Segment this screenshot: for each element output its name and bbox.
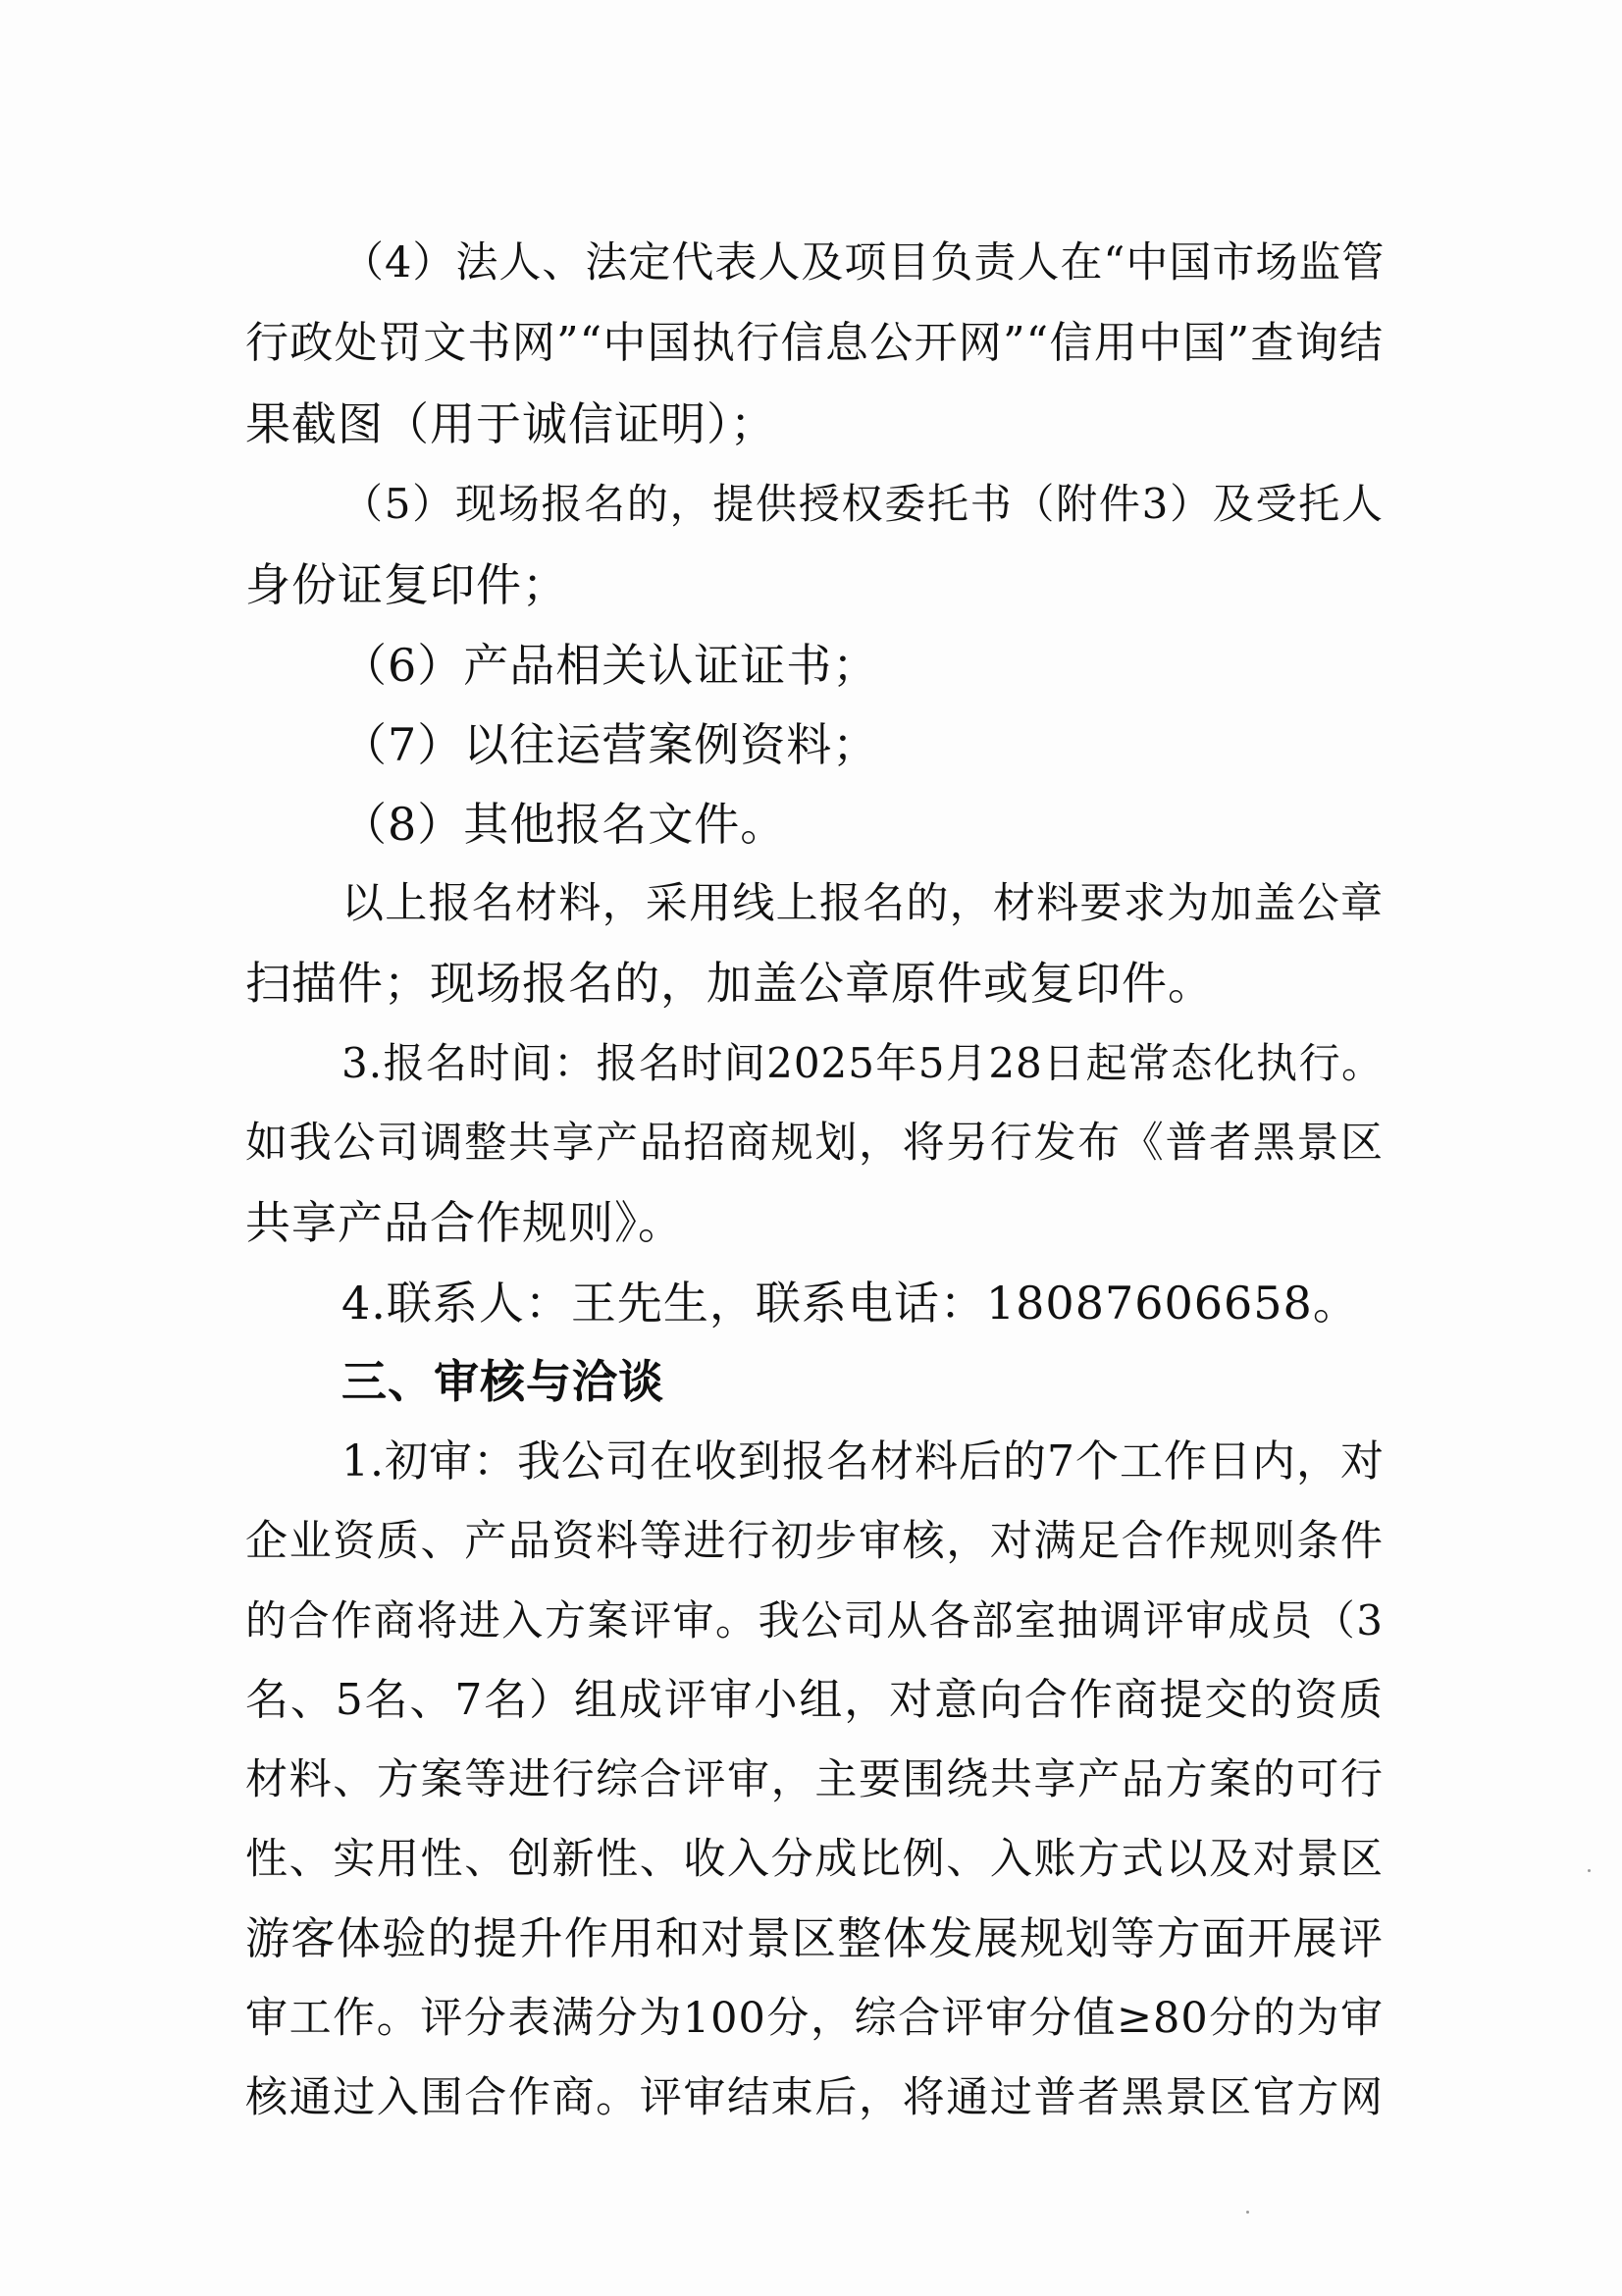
paragraph-line: 行政处罚文书网”“中国执行信息公开网”“信用中国”查询结 bbox=[245, 318, 1384, 368]
paragraph-line: 扫描件；现场报名的，加盖公章原件或复印件。 bbox=[245, 957, 1214, 1010]
paragraph-line: 共享产品合作规则》。 bbox=[245, 1196, 684, 1249]
paragraph-line: 3.报名时间：报名时间2025年5月28日起常态化执行。 bbox=[341, 1039, 1384, 1087]
paragraph-line: （5）现场报名的，提供授权委托书（附件3）及受托人 bbox=[341, 480, 1384, 528]
paragraph-line: 审工作。评分表满分为100分，综合评审分值≥80分的为审 bbox=[245, 1994, 1384, 2043]
paragraph-line: 1.初审：我公司在收到报名材料后的7个工作日内，对 bbox=[341, 1436, 1385, 1487]
paragraph-line: 性、实用性、创新性、收入分成比例、入账方式以及对景区 bbox=[245, 1835, 1384, 1884]
paragraph-line: 果截图（用于诚信证明）； bbox=[245, 397, 776, 450]
paragraph-line: 4.联系人：王先生，联系电话：18087606658。 bbox=[341, 1277, 1359, 1330]
paragraph-line: （7）以往运营案例资料； bbox=[341, 718, 879, 771]
paragraph-line: 如我公司调整共享产品招商规划，将另行发布《普者黑景区 bbox=[245, 1119, 1384, 1168]
paragraph-line: 企业资质、产品资料等进行初步审核，对满足合作规则条件 bbox=[245, 1517, 1384, 1566]
paragraph-line: 以上报名材料，采用线上报名的，材料要求为加盖公章 bbox=[341, 879, 1384, 928]
scan-speck bbox=[1588, 1869, 1591, 1872]
paragraph-line: 核通过入围合作商。评审结束后，将通过普者黑景区官方网 bbox=[245, 2073, 1384, 2122]
paragraph-line: （6）产品相关认证证书； bbox=[341, 639, 879, 692]
paragraph-line: （4）法人、法定代表人及项目负责人在“中国市场监管 bbox=[341, 238, 1386, 287]
paragraph-line: 身份证复印件； bbox=[245, 558, 568, 611]
paragraph-line: 游客体验的提升作用和对景区整体发展规划等方面开展评 bbox=[245, 1912, 1384, 1964]
paragraph-line: 名、5名、7名）组成评审小组，对意向合作商提交的资质 bbox=[245, 1675, 1384, 1725]
section-heading: 三、审核与洽谈 bbox=[341, 1355, 664, 1408]
paragraph-line: 的合作商将进入方案评审。我公司从各部室抽调评审成员（3 bbox=[245, 1596, 1384, 1644]
paragraph-line: 材料、方案等进行综合评审，主要围绕共享产品方案的可行 bbox=[245, 1755, 1384, 1804]
paragraph-line: （8）其他报名文件。 bbox=[341, 798, 787, 851]
scan-speck bbox=[1246, 2211, 1249, 2214]
